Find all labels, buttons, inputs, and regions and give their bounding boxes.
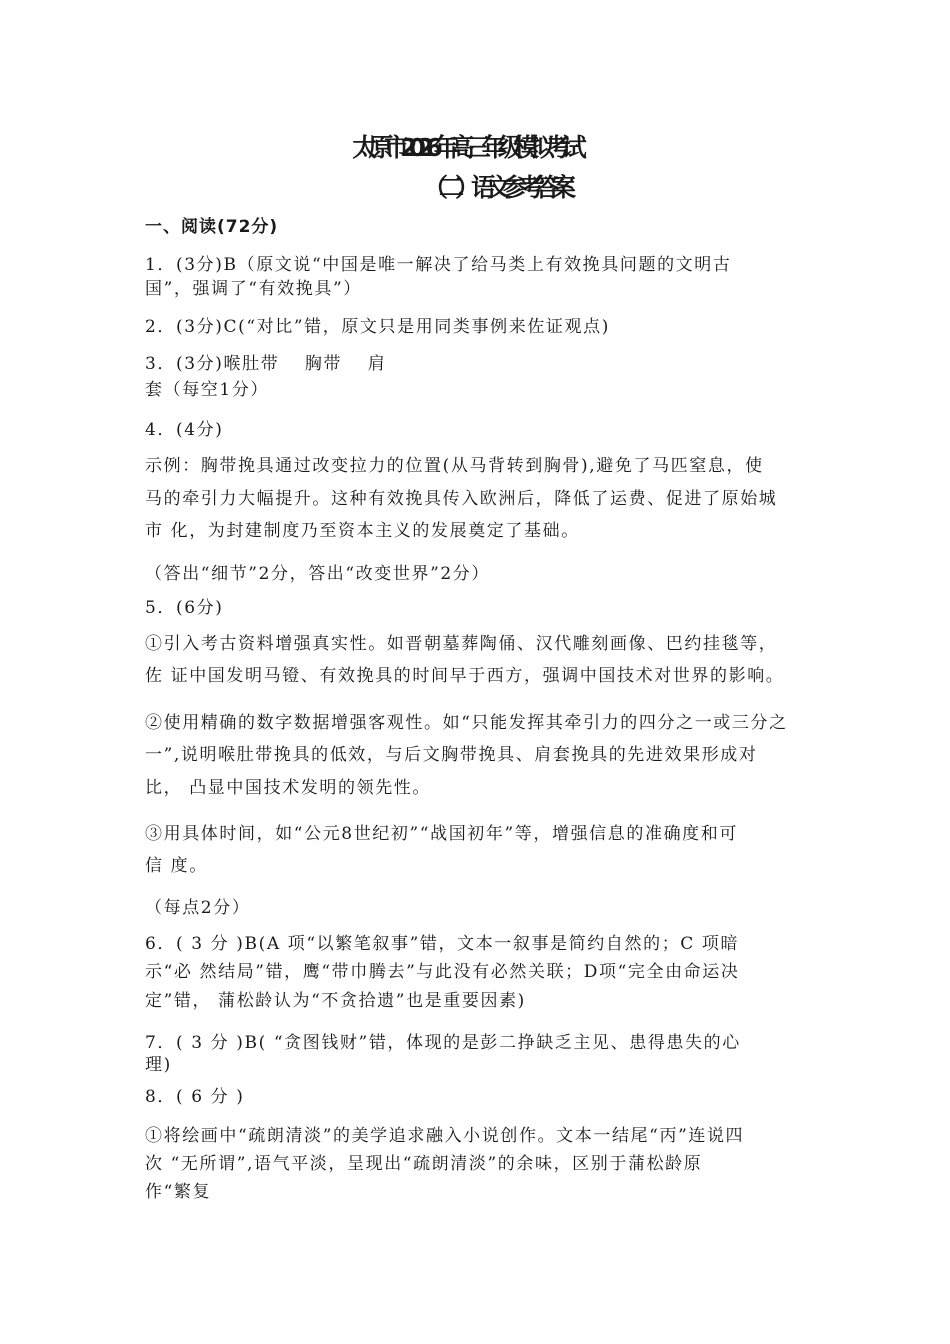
text-line: 佐 证中国发明马镫、有效挽具的时间早于西方，强调中国技术对世界的影响。 — [145, 666, 785, 686]
text-line: 市 化，为封建制度乃至资本主义的发展奠定了基础。 — [145, 521, 580, 541]
text-line: （答出“细节”2分，答出“改变世界”2分） — [145, 564, 490, 584]
text-line: （每点2分） — [145, 898, 251, 918]
text-line: 套（每空1分） — [145, 380, 270, 400]
text-line: 理) — [145, 1055, 172, 1075]
document-title: 太原市2026年高三年级模拟考试 — [352, 133, 578, 162]
text-line: 信 度。 — [145, 856, 208, 876]
text-line: ③用具体时间，如“公元8世纪初”“战国初年”等，增强信息的准确度和可 — [145, 824, 738, 844]
text-line: 7．( 3 分 )B( “贪图钱财”错，体现的是彭二挣缺乏主见、患得患失的心 — [145, 1033, 741, 1053]
text-line: 示例：胸带挽具通过改变拉力的位置(从马背转到胸骨),避免了马匹窒息，使 — [145, 456, 764, 476]
text-line: 3．(3分)喉肚带 胸带 肩 — [145, 354, 387, 374]
text-line: ①引入考古资料增强真实性。如晋朝墓葬陶俑、汉代雕刻画像、巴约挂毯等， — [145, 634, 778, 654]
text-line: ①将绘画中“疏朗清淡”的美学追求融入小说创作。文本一结尾“丙”连说四 — [145, 1126, 745, 1146]
text-line: 1．(3分)B（原文说“中国是唯一解决了给马类上有效挽具问题的文明古 — [145, 255, 732, 275]
text-line: ②使用精确的数字数据增强客观性。如“只能发挥其牵引力的四分之一或三分之 — [145, 713, 788, 733]
text-line: 定”错， 蒲松龄认为“不贪拾遗”也是重要因素) — [145, 991, 526, 1011]
text-line: 2．(3分)C(“对比”错，原文只是用同类事例来佐证观点) — [145, 317, 610, 337]
text-line: 8．( 6 分 ) — [145, 1087, 245, 1107]
section-heading: 一、阅读(72分) — [145, 217, 279, 237]
text-line: 4．(4分) — [145, 420, 224, 440]
text-line: 5．(6分) — [145, 598, 224, 618]
document-subtitle: （二）语文参考答案 — [422, 173, 567, 202]
text-line: 6．( 3 分 )B(A 项“以繁笔叙事”错，文本一叙事是简约自然的；C 项暗 — [145, 934, 740, 954]
text-line: 次 “无所谓”,语气平淡，呈现出“疏朗清淡”的余味，区别于蒲松龄原 — [145, 1154, 703, 1174]
text-line: 一”,说明喉肚带挽具的低效，与后文胸带挽具、肩套挽具的先进效果形成对 — [145, 745, 758, 765]
text-line: 马的牵引力大幅提升。这种有效挽具传入欧洲后，降低了运费、促进了原始城 — [145, 489, 778, 509]
text-line: 作“繁复 — [145, 1182, 212, 1202]
text-line: 国”，强调了“有效挽具”） — [145, 279, 362, 299]
text-line: 比， 凸显中国技术发明的领先性。 — [145, 778, 432, 798]
text-line: 示“必 然结局”错，鹰“带巾腾去”与此没有必然关联；D项“完全由命运决 — [145, 962, 740, 982]
